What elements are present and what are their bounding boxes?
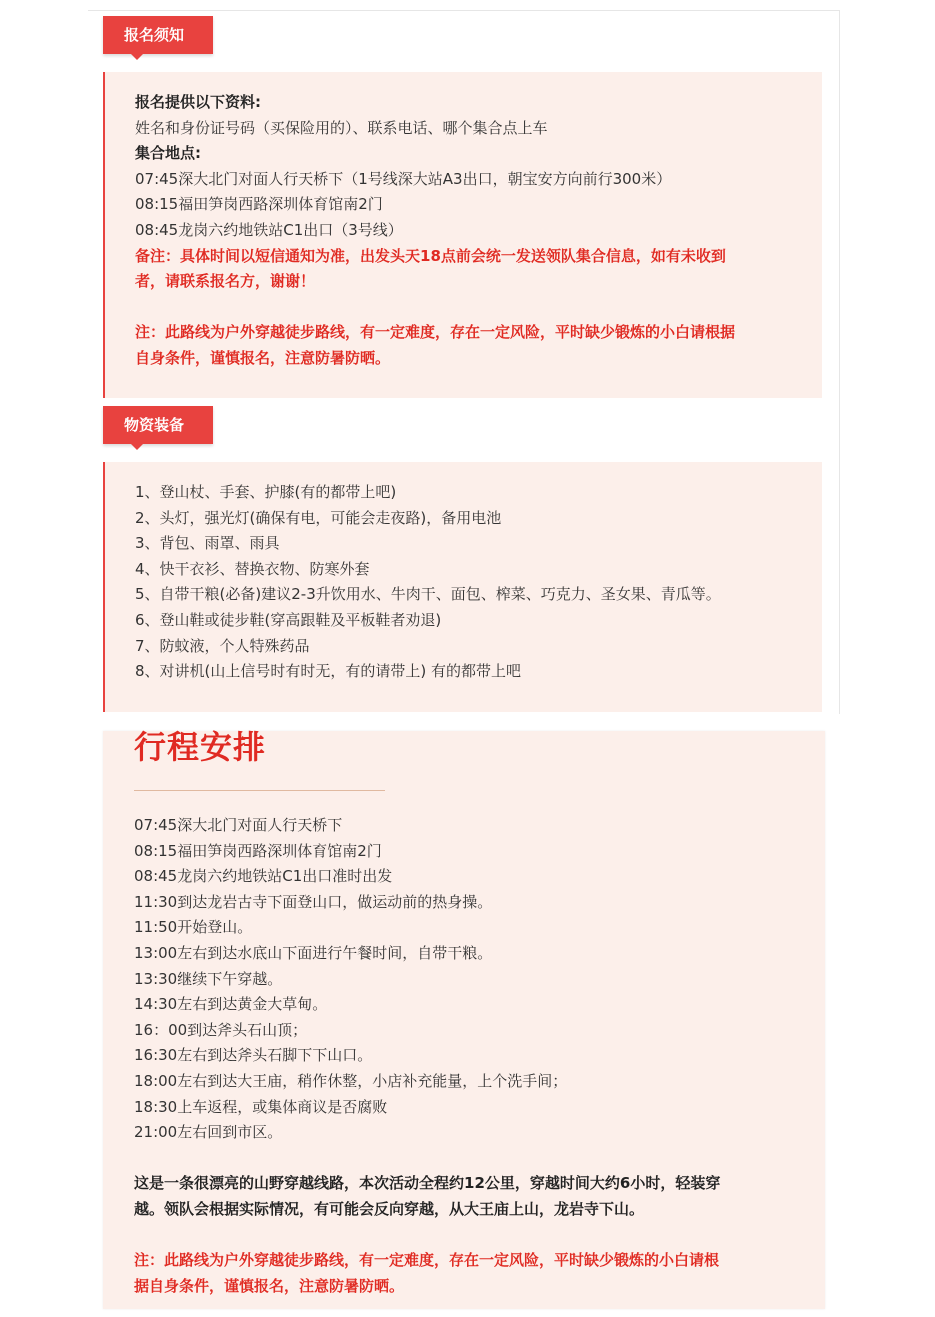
schedule-item: 14:30左右到达黄金大草甸。 xyxy=(134,995,328,1014)
schedule-card xyxy=(103,728,825,1309)
spacer xyxy=(135,295,822,321)
warning-line: 注：此路线为户外穿越徒步路线，有一定难度，存在一定风险，平时缺少锻炼的小白请根 xyxy=(134,1251,720,1270)
schedule-item: 11:50开始登山。 xyxy=(134,918,253,937)
equipment-item: 1、登山杖、手套、护膝(有的都带上吧) xyxy=(135,483,397,501)
equipment-item: 5、自带干粮(必备)建议2-3升饮用水、牛肉干、面包、榨菜、巧克力、圣女果、青瓜等。 xyxy=(135,585,721,604)
meeting-point: 08:15福田笋岗西路深圳体育馆南2门 xyxy=(135,195,383,214)
registration-tag: 报名须知 xyxy=(103,16,213,54)
schedule-item: 13:00左右到达水底山下面进行午餐时间，自带干粮。 xyxy=(134,943,493,962)
schedule-item: 11:30到达龙岩古寺下面登山口，做运动前的热身操。 xyxy=(134,892,493,911)
equipment-item: 8、对讲机(山上信号时有时无，有的请带上) 有的都带上吧 xyxy=(135,662,522,681)
schedule-item: 08:15福田笋岗西路深圳体育馆南2门 xyxy=(134,841,382,860)
schedule-item: 16：00到达斧头石山顶； xyxy=(134,1020,308,1039)
schedule-item: 16:30左右到达斧头石脚下下山口。 xyxy=(134,1046,373,1065)
spacer xyxy=(134,1223,720,1249)
materials-heading: 报名提供以下资料: xyxy=(135,93,261,111)
spacer xyxy=(134,1146,720,1172)
schedule-item: 21:00左右回到市区。 xyxy=(134,1123,283,1142)
equipment-item: 6、登山鞋或徒步鞋(穿高跟鞋及平板鞋者劝退) xyxy=(135,610,442,629)
warning-line: 自身条件，谨慎报名，注意防暑防晒。 xyxy=(135,348,391,367)
summary-line: 越。领队会根据实际情况，有可能会反向穿越，从大王庙上山，龙岩寺下山。 xyxy=(134,1199,645,1218)
schedule-title: 行程安排 xyxy=(134,728,267,766)
warning-line: 据自身条件，谨慎报名，注意防暑防晒。 xyxy=(134,1276,405,1295)
schedule-item: 08:45龙岗六约地铁站C1出口准时出发 xyxy=(134,867,393,886)
equipment-tag: 物资装备 xyxy=(103,406,213,444)
registration-panel xyxy=(103,72,822,398)
meeting-heading: 集合地点: xyxy=(135,144,201,163)
warning-line: 注：此路线为户外穿越徒步路线，有一定难度，存在一定风险，平时缺少锻炼的小白请根据 xyxy=(135,323,736,342)
schedule-list xyxy=(134,813,720,1299)
schedule-item: 07:45深大北门对面人行天桥下 xyxy=(134,816,343,834)
schedule-item: 18:30上车返程，或集体商议是否腐败 xyxy=(134,1097,388,1116)
equipment-item: 7、防蚊液，个人特殊药品 xyxy=(135,636,310,655)
schedule-item: 18:00左右到达大王庙，稍作休整，小店补充能量，上个洗手间； xyxy=(134,1071,568,1090)
title-divider xyxy=(134,790,385,791)
meeting-point: 07:45深大北门对面人行天桥下（1号线深大站A3出口，朝宝安方向前行300米） xyxy=(135,169,672,188)
equipment-item: 2、头灯，强光灯(确保有电，可能会走夜路)，备用电池 xyxy=(135,508,502,527)
materials-text: 姓名和身份证号码（买保险用的）、联系电话、哪个集合点上车 xyxy=(135,118,548,137)
schedule-item: 13:30继续下午穿越。 xyxy=(134,969,283,988)
equipment-item: 3、背包、雨罩、雨具 xyxy=(135,534,280,553)
remark-line: 备注：具体时间以短信通知为准，出发头天18点前会统一发送领队集合信息，如有未收到 xyxy=(135,246,726,265)
remark-line: 者，请联系报名方，谢谢！ xyxy=(135,272,316,291)
equipment-panel xyxy=(103,462,822,712)
equipment-item: 4、快干衣衫、替换衣物、防寒外套 xyxy=(135,559,370,578)
summary-line: 这是一条很漂亮的山野穿越线路，本次活动全程约12公里，穿越时间大约6小时，轻装穿 xyxy=(134,1174,721,1193)
meeting-point: 08:45龙岗六约地铁站C1出口（3号线） xyxy=(135,220,403,239)
